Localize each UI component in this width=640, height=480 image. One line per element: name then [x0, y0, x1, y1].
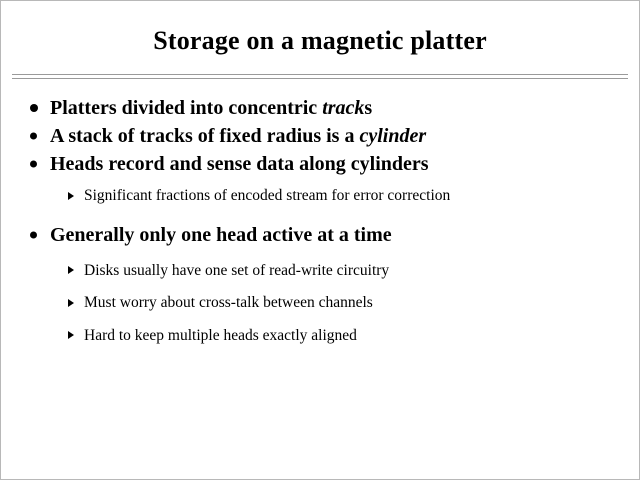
bullet-triangle-icon: [68, 331, 74, 339]
bullet-text-3: Heads record and sense data along cylinders: [50, 153, 429, 175]
page-title: Storage on a magnetic platter: [153, 26, 487, 55]
bullet-level1-1: [28, 98, 628, 118]
bullet-text-7: Must worry about cross-talk between channels: [84, 294, 373, 311]
bullet-level2-2: [28, 263, 628, 279]
bullet-level1-4: [28, 225, 628, 245]
bullet-dot-icon: [30, 231, 37, 238]
title-divider: [12, 74, 628, 79]
bullet-text-2a: A stack of tracks of fixed radius is a: [50, 125, 360, 147]
bullet-text-1c: s: [364, 97, 373, 119]
bullet-text-4: Significant fractions of encoded stream for error correction: [84, 187, 451, 204]
bullet-dot-icon: [30, 104, 38, 112]
bullet-text-1b: track: [322, 97, 365, 119]
bullet-text-8: Hard to keep multiple heads exactly aligned: [84, 326, 357, 344]
bullet-text-5: Generally only one head active at a time: [50, 223, 392, 246]
bullet-triangle-icon: [68, 266, 74, 274]
bullet-text-6: Disks usually have one set of read-write circuitry: [84, 261, 390, 279]
bullet-dot-icon: [30, 133, 37, 140]
bullet-level2-1: [28, 188, 628, 204]
bullet-level1-2: [28, 126, 628, 146]
bullet-triangle-icon: [68, 299, 74, 307]
slide-body: [28, 98, 628, 354]
bullet-level2-4: [28, 328, 628, 344]
bullet-level1-3: [28, 154, 628, 174]
bullet-dot-icon: [30, 161, 37, 168]
bullet-text-1a: Platters divided into concentric: [50, 97, 323, 119]
bullet-text-2b: cylinder: [359, 125, 427, 147]
bullet-triangle-icon: [68, 192, 74, 200]
bullet-level2-3: [28, 295, 628, 311]
